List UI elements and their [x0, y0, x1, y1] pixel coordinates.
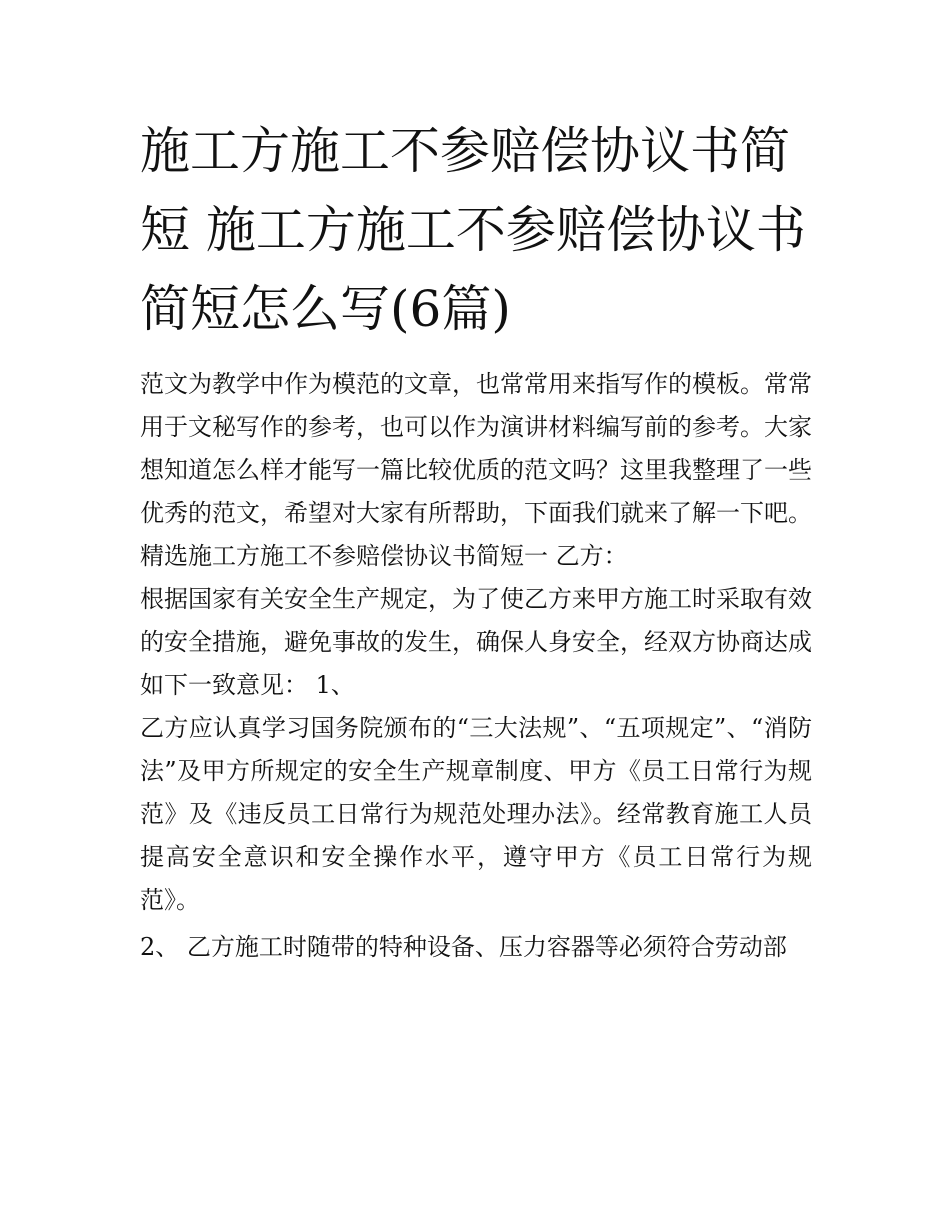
intro-paragraph: 范文为教学中作为模范的文章，也常常用来指写作的模板。常常用于文秘写作的参考，也可以作为演讲材料编写前的参考。大家想知道怎么样才能写一篇比较优质的范文吗？这里我整理了一些优秀的范文，希望对大家有所帮助，下面我们就来了解一下吧。	[140, 370, 812, 527]
section-heading: 精选施工方施工不参赔偿协议书简短一 乙方：	[140, 542, 628, 570]
document-body	[140, 363, 812, 969]
clause-1-text: 乙方应认真学习国务院颁布的“三大法规”、“五项规定”、“消防法”及甲方所规定的安全生产规章制度、甲方《员工日常行为规范》及《违反员工日常行为规范处理办法》。经常教育施工人员提高安全意识和安全操作水平，遵守甲方《员工日常行为规范》。	[140, 714, 812, 914]
document-page	[140, 112, 812, 969]
clause-2-text: 2、 乙方施工时随带的特种设备、压力容器等必须符合劳动部	[140, 933, 787, 961]
agreement-preamble: 根据国家有关安全生产规定，为了使乙方来甲方施工时采取有效的安全措施，避免事故的发生，确保人身安全，经双方协商达成如下一致意见： 1、	[140, 585, 812, 699]
document-title: 施工方施工不参赔偿协议书简短 施工方施工不参赔偿协议书简短怎么写(6篇)	[140, 122, 806, 338]
